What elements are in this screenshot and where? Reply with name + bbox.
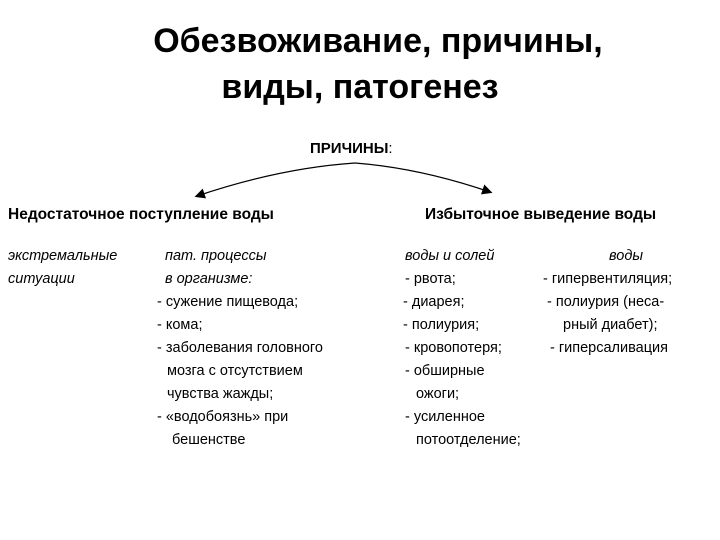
left-col1-line-1: экстремальные [8,248,118,264]
list-item: - кровопотеря; [405,340,502,356]
right-col2-header: воды [609,248,643,264]
list-item: - сужение пищевода; [157,294,299,310]
right-col1-header: воды и солей [405,248,495,264]
list-item: рный диабет); [563,317,658,333]
list-item: - диарея; [403,294,465,310]
arrow-right [355,163,490,192]
list-item: - обширные [405,363,485,379]
causes-label: ПРИЧИНЫ [310,140,389,157]
list-item: бешенстве [172,432,246,448]
list-item: потоотделение; [416,432,521,448]
title-line-2: виды, патогенез [221,68,499,106]
list-item: - полиурия; [403,317,480,333]
list-item: - гиперсаливация [550,340,668,356]
arrow-left [197,163,355,196]
left-col2-header-1: пат. процессы [165,248,267,264]
left-branch-heading: Недостаточное поступление воды [8,206,274,223]
list-item: чувства жажды; [167,386,274,402]
list-item: - заболевания головного [157,340,323,356]
list-item: - гипервентиляция; [543,271,673,287]
list-item: мозга с отсутствием [167,363,303,379]
list-item: - полиурия (неса- [547,294,665,310]
left-col1-line-2: ситуации [8,271,75,287]
list-item: - кома; [157,317,203,333]
causes-colon: : [388,140,393,157]
list-item: - «водобоязнь» при [157,409,289,425]
left-col2-header-2: в организме: [165,271,253,287]
list-item: - усиленное [405,409,485,425]
list-item: - рвота; [405,271,456,287]
list-item: ожоги; [416,386,460,402]
right-branch-heading: Избыточное выведение воды [425,206,657,223]
title-line-1: Обезвоживание, причины, [153,22,603,60]
